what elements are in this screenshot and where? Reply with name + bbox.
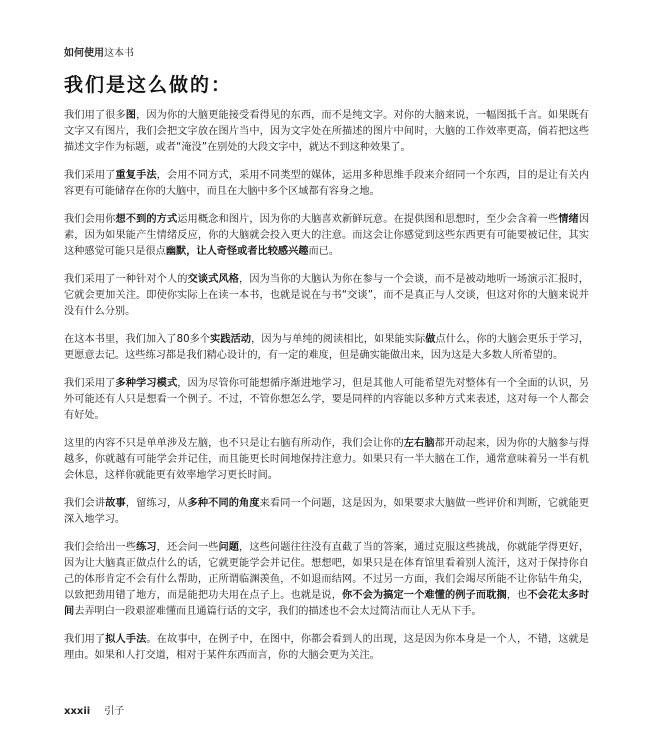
- emphasis-text: 想不到的方式: [115, 214, 178, 225]
- paragraph-text: ，留练习，从: [125, 498, 188, 509]
- body-paragraph: [64, 540, 589, 620]
- paragraph-text: ，因为你的大脑更能接受看得见的东西，而不是纯文字。对你的大脑来说，一幅图抵千言。如果既有文字又有图片，我们会把文字放在图片当中，因为文字处在所描述的图片中间时，大脑的工作效率更高，倘若把这些描述文字作为标题，或者“淹没”在别处的大段文字中，就达不到这种效果了。: [64, 110, 589, 153]
- page-footer: [64, 702, 124, 717]
- emphasis-text: 幽默，让人奇怪或者比较感兴趣: [165, 246, 309, 257]
- emphasis-text: 多种不同的角度: [187, 498, 260, 509]
- paragraph-text: ，也: [506, 590, 528, 601]
- emphasis-text: 做: [425, 334, 436, 345]
- body-paragraph: [64, 108, 589, 156]
- paragraph-text: ，还会问一些: [156, 542, 219, 553]
- emphasis-text: 重复手法: [115, 170, 157, 181]
- emphasis-text: 不会花太多时间: [64, 590, 590, 617]
- paragraph-text: 我们用了: [64, 634, 106, 645]
- emphasis-text: 多种学习模式: [115, 378, 178, 389]
- paragraph-text: 我们会讲: [64, 498, 106, 509]
- paragraph-text: 这里的内容不只是单单涉及左脑，也不只是让右脑有所动作，我们会让你的: [64, 438, 404, 449]
- paragraph-text: ，会用不同方式，采用不同类型的媒体，运用多种思维手段来介绍同一个东西，目的是让有关内容更有可能储存在你的大脑中，而且在大脑中多个区域都有容身之地。: [64, 170, 590, 197]
- running-head-rest: 这本书: [104, 48, 134, 59]
- body-paragraph: [64, 332, 589, 364]
- paragraph-text: 点什么，你的大脑会更乐于学习，更愿意去记。这些练习都是我们精心设计的，有一定的难度，但是确实能做出来，因为这是大多数人所希望的。: [64, 334, 590, 361]
- paragraph-text: ，因为当你的大脑认为你在参与一个会谈，而不是被动地听一场演示汇报时，它就会更加关注。即使你实际上在读一本书，也就是说在与书“交谈”，而不是真正与人交谈，但这对你的大脑来说并没有什么分别。: [64, 274, 590, 317]
- body-paragraph: [64, 436, 589, 484]
- emphasis-text: 情绪: [558, 214, 579, 225]
- paragraph-text: 都开动起来，因为你的大脑参与得越多，你就越有可能学会并记住，而且能更长时间地保持注意力。如果只有一半大脑在工作，通常意味着另一半有机会休息，这样你就能更有效率地学习更长时间。: [64, 438, 590, 481]
- emphasis-text: 实践活动: [210, 334, 252, 345]
- emphasis-text: 你不会为搞定一个难懂的例子而耽搁: [342, 590, 507, 601]
- running-head: [64, 44, 134, 59]
- emphasis-text: 左右脑: [403, 438, 435, 449]
- body-paragraph: [64, 272, 589, 320]
- emphasis-text: 拟人手法: [105, 634, 147, 645]
- paragraph-text: 而已。: [308, 246, 340, 257]
- body-paragraph: [64, 168, 589, 200]
- body-text: [64, 108, 589, 676]
- body-paragraph: [64, 632, 589, 664]
- paragraph-text: 我们会给出一些: [64, 542, 137, 553]
- body-paragraph: [64, 212, 589, 260]
- body-paragraph: [64, 376, 589, 424]
- paragraph-text: ，这些问题往往没有直截了当的答案，通过克服这些挑战，你就能学得更好，因为让大脑真正做点什么的话，它就更能学会并记住。想想吧，如果只是在体育馆里看着别人流汗，这对于保持你自己的体形肯定不会有什么帮助，正所谓临渊羡鱼，不如退而结网。不过另一方面，我们会竭尽所能不让你钻牛角尖，以致把劲用错了地方，而是能把功夫用在点子上。也就是说，: [64, 542, 590, 601]
- paragraph-text: 我们采用了一种针对个人的: [64, 274, 188, 285]
- page-number: xxxii: [64, 706, 91, 717]
- running-head-bold: 如何使用: [64, 48, 104, 59]
- paragraph-text: 。在故事中，在例子中，在图中，你都会看到人的出现，这是因为你本身是一个人，不错，这就是理由。如果和人打交道，相对于某件东西而言，你的大脑会更为关注。: [64, 634, 590, 661]
- emphasis-text: 问题: [218, 542, 240, 553]
- paragraph-text: ，因为尽管你可能想循序渐进地学习，但是其他人可能希望先对整体有一个全面的认识，另外可能还有人只是想看一个例子。不过，不管你想怎么学，要是同样的内容能以多种方式来表述，这对每一个人都会有好处。: [64, 378, 590, 421]
- paragraph-text: 我们用了很多: [64, 110, 126, 121]
- paragraph-text: 我们会用你: [64, 214, 116, 225]
- paragraph-text: 在这本书里，我们加入了80多个: [64, 334, 211, 345]
- paragraph-text: 运用概念和图片，因为你的大脑喜欢新鲜玩意。在提供图和思想时，至少会含着一些: [177, 214, 559, 225]
- paragraph-text: 因素，因为如果能产生情绪反应，你的大脑就会投入更大的注意。而这会让你感觉到这些东西更有可能要被记住，其实这种感觉可能只是很点: [64, 214, 590, 257]
- body-paragraph: [64, 496, 589, 528]
- section-heading: 我们是这么做的：: [64, 74, 233, 96]
- paragraph-text: 我们采用了: [64, 378, 116, 389]
- paragraph-text: 去弄明白一段艰涩难懂而且通篇行话的文字，我们的描述也不会太过简洁而让人无从下手。: [74, 606, 482, 617]
- footer-section: 引子: [104, 706, 125, 717]
- emphasis-text: 练习: [136, 542, 157, 553]
- paragraph-text: ，因为与单纯的阅读相比，如果能实际: [251, 334, 426, 345]
- paragraph-text: 我们采用了: [64, 170, 116, 181]
- paragraph-text: 来看同一个问题，这是因为，如果要求大脑做一些评价和判断，它就能更深入地学习。: [64, 498, 590, 525]
- emphasis-text: 图: [125, 110, 137, 121]
- emphasis-text: 交谈式风格: [187, 274, 240, 285]
- emphasis-text: 故事: [105, 498, 126, 509]
